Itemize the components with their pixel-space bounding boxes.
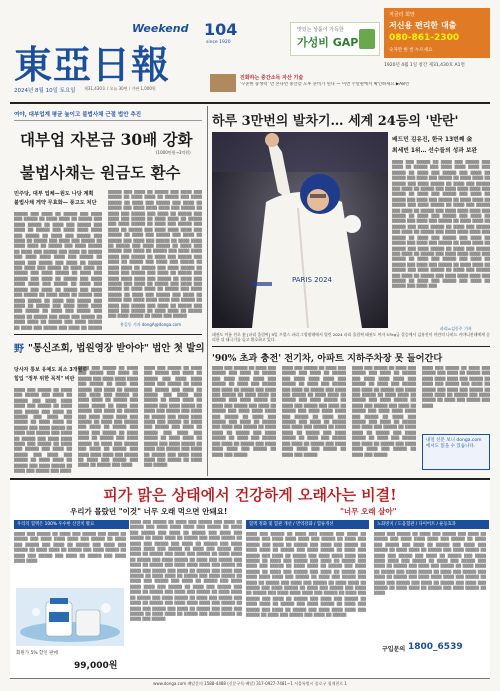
main-byline: 파리=김동주 기자	[440, 326, 472, 331]
anniversary-number: 104	[204, 20, 238, 39]
main-body: ▒▒▒▒ ▒▒▒ ▒▒▒▒▒ ▒▒ ▒▒▒▒ ▒▒▒ ▒▒▒▒▒ ▒▒▒ ▒▒▒▒ ▒▒ ▒▒▒▒▒ ▒▒▒ ▒▒▒▒ ▒▒▒▒ ▒▒▒▒ ▒▒▒ ▒▒▒▒▒ ▒▒ ▒▒▒▒ ▒▒▒ ▒▒▒▒▒ ▒▒▒ ▒▒▒▒ ▒▒ ▒▒▒▒▒ ▒▒▒ ▒▒▒▒ ▒▒▒ ▒▒▒▒▒ ▒▒ ▒▒▒▒ ▒▒▒▒ ▒▒ ▒▒▒▒▒ ▒▒▒ ▒▒▒▒ ▒▒▒▒▒ ▒▒ ▒▒▒▒ ▒▒▒ ▒▒▒▒▒ ▒▒▒ ▒▒▒▒ ▒▒ ▒▒▒▒▒ ▒▒▒ ▒▒▒▒ ▒▒▒▒ ▒▒▒▒ ▒▒▒ ▒▒▒▒▒ ▒▒ ▒▒▒▒ ▒▒▒ ▒▒▒▒▒ ▒▒▒ ▒▒▒▒ ▒▒ ▒▒▒▒▒ ▒▒▒ ▒▒▒▒ ▒▒▒ ▒▒▒▒▒ ▒▒ ▒▒▒▒ ▒▒▒▒ ▒▒ ▒▒▒▒▒ ▒▒▒ ▒▒▒▒ ▒▒▒▒▒ ▒▒ ▒▒▒▒ ▒▒▒ ▒▒▒▒▒ ▒▒▒ ▒▒▒▒ ▒▒ ▒▒▒▒▒ ▒▒▒ ▒▒▒▒ ▒▒▒▒ ▒▒▒▒ ▒▒▒ ▒▒▒▒▒ ▒▒ ▒▒▒▒ ▒▒▒ ▒▒▒▒▒ ▒▒▒ ▒▒▒▒ ▒▒ ▒▒▒▒▒ ▒▒▒ ▒▒▒▒ ▒▒▒ ▒▒▒▒▒ ▒▒ ▒▒▒▒ ▒▒▒▒ ▒▒ ▒▒▒▒▒ ▒▒▒ ▒▒▒▒ ▒▒▒▒▒ ▒▒ ▒▒▒▒ ▒▒▒ ▒▒▒▒▒ ▒▒▒ ▒▒▒▒ ▒▒ ▒▒▒▒▒ ▒▒▒ ▒▒▒▒ ▒▒▒▒ ▒▒▒▒ ▒▒▒ ▒▒▒▒▒ ▒▒ ▒▒▒▒ ▒▒▒ ▒▒▒▒▒ ▒▒▒ ▒▒▒▒ ▒▒ ▒▒▒▒▒ ▒▒▒ ▒▒▒▒ ▒▒▒ ▒▒▒▒▒ ▒▒ ▒▒▒▒ ▒▒▒▒ ▒▒ ▒▒▒▒▒ ▒▒▒ ▒▒▒▒ ▒▒▒▒▒ ▒▒ ▒▒▒▒ ▒▒▒ ▒▒▒▒▒ ▒▒▒ ▒▒▒▒ ▒▒ ▒▒▒▒▒ ▒▒▒ ▒▒▒▒ ▒▒▒▒ ▒▒▒▒ ▒▒▒ ▒▒▒▒▒ ▒▒ ▒▒▒▒ ▒▒▒ ▒▒▒▒▒ ▒▒▒ ▒▒▒▒ ▒▒ ▒▒▒▒▒ ▒▒▒ ▒▒▒▒ ▒▒▒ ▒▒▒▒▒ ▒▒ ▒▒▒▒ ▒▒▒▒ ▒▒ ▒▒▒▒▒ ▒▒▒ ▒▒▒▒ ▒▒▒▒▒ ▒▒ ▒▒▒▒ ▒▒▒ ▒▒▒▒▒ ▒▒▒ ▒▒▒▒ ▒▒ ▒▒▒▒▒ ▒▒▒ ▒▒▒▒ ▒▒▒▒ ▒▒▒▒ ▒▒▒ ▒▒▒▒▒ ▒▒ ▒▒▒▒ ▒▒▒ ▒▒▒▒▒ ▒▒▒ ▒▒▒▒ ▒▒ ▒▒▒▒▒ ▒▒▒ ▒▒▒▒ ▒▒▒	[392, 160, 490, 289]
left-deck: (1000만원→3억원)	[156, 150, 191, 155]
issue-info: 제31,430호 / 오늘 30면 / 가판 1,000원	[84, 86, 156, 91]
newspaper-logo: 東亞日報	[14, 42, 171, 87]
main-headline: 하루 3만번의 발차기… 세계 24등의 '반란'	[212, 114, 459, 129]
ad-sub-1: 우리가 몰랐던 "이것" 너무 오래 먹으면 안돼요!	[70, 507, 228, 516]
masthead-rule	[10, 102, 490, 104]
ev-headline: '90% 초과 충전' 전기차, 아파트 지하주차장 못 들어간다	[212, 353, 443, 364]
ev-body-col-1: ▒▒▒▒ ▒▒▒ ▒▒▒▒▒ ▒▒ ▒▒▒▒ ▒▒▒ ▒▒▒▒▒ ▒▒▒ ▒▒▒▒ ▒▒ ▒▒▒▒▒ ▒▒▒ ▒▒▒▒ ▒▒▒▒ ▒▒▒▒ ▒▒▒ ▒▒▒▒▒ ▒▒ ▒▒▒▒ ▒▒▒ ▒▒▒▒▒ ▒▒▒ ▒▒▒▒ ▒▒ ▒▒▒▒▒ ▒▒▒ ▒▒▒▒ ▒▒▒ ▒▒▒▒▒ ▒▒ ▒▒▒▒ ▒▒▒▒ ▒▒ ▒▒▒▒▒ ▒▒▒ ▒▒▒▒ ▒▒▒▒▒ ▒▒ ▒▒▒▒ ▒▒▒ ▒▒▒▒▒ ▒▒▒ ▒▒▒▒ ▒▒ ▒▒▒▒▒ ▒▒▒ ▒▒▒▒ ▒▒▒▒ ▒▒▒▒ ▒▒▒ ▒▒▒▒▒ ▒▒ ▒▒▒▒ ▒▒▒ ▒▒▒▒▒ ▒▒▒ ▒▒▒▒ ▒▒ ▒▒▒▒▒ ▒▒▒ ▒▒▒▒ ▒▒▒ ▒▒▒▒▒ ▒▒ ▒▒▒▒ ▒▒▒▒ ▒▒ ▒▒▒▒▒ ▒▒▒ ▒▒▒▒ ▒▒▒▒▒ ▒▒ ▒▒▒▒ ▒▒▒ ▒▒▒▒▒ ▒▒▒ ▒▒▒▒ ▒▒ ▒▒▒▒▒ ▒▒▒ ▒▒▒▒ ▒▒▒▒ ▒▒▒▒ ▒▒▒ ▒▒▒▒▒ ▒▒ ▒▒▒▒ ▒▒▒ ▒▒▒▒▒	[212, 366, 276, 457]
left-body-col-2: ▒▒▒▒▒ ▒▒▒ ▒▒▒▒ ▒▒ ▒▒▒▒▒ ▒▒▒ ▒▒▒▒ ▒▒▒ ▒▒▒▒▒ ▒▒ ▒▒▒▒ ▒▒▒▒ ▒▒ ▒▒▒▒▒ ▒▒▒ ▒▒▒▒ ▒▒▒▒▒ ▒▒ ▒▒▒▒ ▒▒▒ ▒▒▒▒▒ ▒▒▒ ▒▒▒▒ ▒▒ ▒▒▒▒▒ ▒▒▒ ▒▒▒▒ ▒▒▒▒ ▒▒▒▒ ▒▒▒ ▒▒▒▒▒ ▒▒ ▒▒▒▒ ▒▒▒ ▒▒▒▒▒ ▒▒▒ ▒▒▒▒ ▒▒ ▒▒▒▒▒ ▒▒▒ ▒▒▒▒ ▒▒▒ ▒▒▒▒▒ ▒▒ ▒▒▒▒ ▒▒▒▒ ▒▒ ▒▒▒▒▒ ▒▒▒ ▒▒▒▒ ▒▒▒▒▒ ▒▒ ▒▒▒▒ ▒▒▒ ▒▒▒▒▒ ▒▒▒ ▒▒▒▒ ▒▒ ▒▒▒▒▒ ▒▒▒ ▒▒▒▒ ▒▒▒▒ ▒▒▒▒ ▒▒▒ ▒▒▒▒▒ ▒▒ ▒▒▒▒ ▒▒▒ ▒▒▒▒▒ ▒▒▒ ▒▒▒▒ ▒▒ ▒▒▒▒▒ ▒▒▒ ▒▒▒▒ ▒▒▒ ▒▒▒▒▒ ▒▒ ▒▒▒▒ ▒▒▒▒ ▒▒ ▒▒▒▒▒ ▒▒▒ ▒▒▒▒ ▒▒▒▒▒ ▒▒ ▒▒▒▒ ▒▒▒ ▒▒▒▒▒ ▒▒▒ ▒▒▒▒ ▒▒ ▒▒▒▒▒ ▒▒▒ ▒▒▒▒ ▒▒▒▒ ▒▒▒▒ ▒▒▒ ▒▒▒▒▒ ▒▒ ▒▒▒▒ ▒▒▒ ▒▒▒▒▒ ▒▒▒ ▒▒▒▒ ▒▒ ▒▒▒▒▒ ▒▒▒ ▒▒▒▒ ▒▒▒ ▒▒▒▒▒ ▒▒ ▒▒▒▒ ▒▒▒▒ ▒▒ ▒▒▒▒▒ ▒▒▒ ▒▒▒▒ ▒▒▒▒▒ ▒▒ ▒▒▒▒ ▒▒▒ ▒▒▒▒▒ ▒▒▒ ▒▒▒▒ ▒▒ ▒▒▒▒▒ ▒▒▒ ▒▒▒▒ ▒▒▒▒ ▒▒▒▒ ▒▒▒ ▒▒▒▒▒ ▒▒ ▒▒▒▒ ▒▒▒ ▒▒▒▒▒ ▒▒▒ ▒▒▒▒ ▒▒ ▒▒▒▒▒ ▒▒▒ ▒▒▒▒ ▒▒▒ ▒▒▒▒▒ ▒▒ ▒▒▒▒ ▒▒▒▒ ▒▒ ▒▒▒▒▒ ▒▒▒ ▒▒▒▒ ▒▒▒▒▒ ▒▒ ▒▒▒▒ ▒▒▒ ▒▒▒▒▒ ▒▒▒ ▒▒▒▒ ▒▒ ▒▒▒▒▒ ▒▒▒ ▒▒▒▒ ▒▒▒▒ ▒▒▒▒ ▒▒▒ ▒▒▒▒▒ ▒▒ ▒▒▒▒ ▒▒▒ ▒▒▒▒▒ ▒▒▒ ▒▒▒▒ ▒▒ ▒▒▒▒▒ ▒▒▒ ▒▒▒▒ ▒▒▒ ▒▒▒▒▒ ▒▒ ▒▒▒▒ ▒▒▒▒ ▒▒ ▒▒▒▒▒ ▒▒▒ ▒▒▒▒ ▒▒▒▒▒ ▒▒ ▒▒▒▒ ▒▒▒ ▒▒▒▒▒	[108, 190, 202, 319]
main-photo	[212, 132, 388, 328]
ad-loan[interactable]	[384, 8, 490, 58]
main-side-sub-2: 최세빈 1위… 선수들의 성과 보완	[392, 148, 478, 154]
taekwondo-photo	[212, 132, 388, 328]
ad-loan-title: 저신용 편리한 대출	[389, 21, 457, 30]
ad-col-2-title: 혈액 정화 및 혈관 개선 / 면역강화 / 혈류개선	[246, 520, 369, 529]
left-kicker: 여야, 대부업계 평균 높이고 불법사채 근절 법안 추진	[14, 112, 142, 118]
left-headline-2: 불법사채는 원금도 환수	[20, 163, 181, 182]
ev-promo-box[interactable]	[422, 434, 490, 470]
second-body-col-3: ▒▒▒▒ ▒▒▒ ▒▒▒▒▒ ▒▒ ▒▒▒▒ ▒▒▒ ▒▒▒▒▒ ▒▒▒ ▒▒▒▒ ▒▒ ▒▒▒▒▒ ▒▒▒ ▒▒▒▒ ▒▒▒▒ ▒▒▒▒ ▒▒▒ ▒▒▒▒▒ ▒▒ ▒▒▒▒ ▒▒▒ ▒▒▒▒▒ ▒▒▒ ▒▒▒▒ ▒▒ ▒▒▒▒▒ ▒▒▒ ▒▒▒▒ ▒▒▒ ▒▒▒▒▒ ▒▒ ▒▒▒▒ ▒▒▒▒ ▒▒ ▒▒▒▒▒ ▒▒▒ ▒▒▒▒ ▒▒▒▒▒ ▒▒ ▒▒▒▒ ▒▒▒ ▒▒▒▒▒ ▒▒▒ ▒▒▒▒ ▒▒ ▒▒▒▒▒ ▒▒▒ ▒▒▒▒ ▒▒▒▒ ▒▒▒▒ ▒▒▒ ▒▒▒▒▒ ▒▒ ▒▒▒▒ ▒▒▒ ▒▒▒▒▒ ▒▒▒ ▒▒▒▒ ▒▒ ▒▒▒▒▒ ▒▒▒ ▒▒▒▒ ▒▒▒ ▒▒▒▒▒ ▒▒ ▒▒▒▒ ▒▒▒▒ ▒▒ ▒▒▒▒▒ ▒▒▒ ▒▒▒▒ ▒▒▒▒▒ ▒▒ ▒▒▒▒ ▒▒▒ ▒▒▒▒▒ ▒▒▒ ▒▒▒▒ ▒▒ ▒▒▒▒▒ ▒▒▒ ▒▒▒▒ ▒▒▒▒ ▒▒▒▒ ▒▒▒ ▒▒▒▒▒ ▒▒ ▒▒▒▒ ▒▒▒ ▒▒▒▒▒	[144, 366, 202, 468]
divider	[212, 346, 490, 347]
water-splash-icon	[16, 588, 124, 646]
ad-loan-pre: 저금리 희망	[389, 12, 415, 18]
issue-date: 2024년 8월 10일 토요일	[14, 88, 76, 94]
left-sub-2: 불법사채 게약 무효화— 풍고도 처단	[14, 200, 97, 206]
price-label: 회원가 5% 할인 판매	[16, 651, 58, 656]
masthead	[14, 20, 189, 100]
bottom-ad[interactable]	[10, 478, 490, 678]
main-side-sub-1: 배드민 김유진, 한국 13번째 金	[392, 137, 473, 143]
ad-loan-phone: 080-861-2300	[389, 33, 460, 43]
ev-body-col-3: ▒▒▒▒ ▒▒▒ ▒▒▒▒▒ ▒▒ ▒▒▒▒ ▒▒▒ ▒▒▒▒▒ ▒▒▒ ▒▒▒▒ ▒▒ ▒▒▒▒▒ ▒▒▒ ▒▒▒▒ ▒▒▒▒ ▒▒▒▒ ▒▒▒ ▒▒▒▒▒ ▒▒ ▒▒▒▒ ▒▒▒ ▒▒▒▒▒ ▒▒▒ ▒▒▒▒ ▒▒ ▒▒▒▒▒ ▒▒▒ ▒▒▒▒ ▒▒▒ ▒▒▒▒▒ ▒▒ ▒▒▒▒ ▒▒▒▒ ▒▒ ▒▒▒▒▒ ▒▒▒ ▒▒▒▒ ▒▒▒▒▒ ▒▒ ▒▒▒▒ ▒▒▒ ▒▒▒▒▒ ▒▒▒ ▒▒▒▒ ▒▒ ▒▒▒▒▒ ▒▒▒ ▒▒▒▒ ▒▒▒▒ ▒▒▒▒ ▒▒▒ ▒▒▒▒▒ ▒▒ ▒▒▒▒ ▒▒▒ ▒▒▒▒▒ ▒▒▒ ▒▒▒▒ ▒▒ ▒▒▒▒▒ ▒▒▒ ▒▒▒▒ ▒▒▒ ▒▒▒▒▒ ▒▒ ▒▒▒▒ ▒▒▒▒ ▒▒ ▒▒▒▒▒ ▒▒▒ ▒▒▒▒ ▒▒▒▒▒ ▒▒ ▒▒▒▒ ▒▒▒ ▒▒▒▒▒ ▒▒▒ ▒▒▒▒ ▒▒ ▒▒▒▒▒ ▒▒▒ ▒▒▒▒ ▒▒▒▒ ▒▒▒▒ ▒▒▒ ▒▒▒▒▒ ▒▒ ▒▒▒▒ ▒▒▒ ▒▒▒▒▒	[352, 366, 416, 457]
footer-info: www.donga.com 배달문의 1588-4488 (신문구독·배달) 317-0927-7481~1 서울특별시 종로구 청계천로 1	[153, 681, 347, 686]
ad-loan-sub: 숫자만 한 번 누르세요	[389, 48, 433, 53]
ev-body-col-2: ▒▒▒▒ ▒▒▒ ▒▒▒▒▒ ▒▒ ▒▒▒▒ ▒▒▒ ▒▒▒▒▒ ▒▒▒ ▒▒▒▒ ▒▒ ▒▒▒▒▒ ▒▒▒ ▒▒▒▒ ▒▒▒▒ ▒▒▒▒ ▒▒▒ ▒▒▒▒▒ ▒▒ ▒▒▒▒ ▒▒▒ ▒▒▒▒▒ ▒▒▒ ▒▒▒▒ ▒▒ ▒▒▒▒▒ ▒▒▒ ▒▒▒▒ ▒▒▒ ▒▒▒▒▒ ▒▒ ▒▒▒▒ ▒▒▒▒ ▒▒ ▒▒▒▒▒ ▒▒▒ ▒▒▒▒ ▒▒▒▒▒ ▒▒ ▒▒▒▒ ▒▒▒ ▒▒▒▒▒ ▒▒▒ ▒▒▒▒ ▒▒ ▒▒▒▒▒ ▒▒▒ ▒▒▒▒ ▒▒▒▒ ▒▒▒▒ ▒▒▒ ▒▒▒▒▒ ▒▒ ▒▒▒▒ ▒▒▒ ▒▒▒▒▒ ▒▒▒ ▒▒▒▒ ▒▒ ▒▒▒▒▒ ▒▒▒ ▒▒▒▒ ▒▒▒ ▒▒▒▒▒ ▒▒ ▒▒▒▒ ▒▒▒▒ ▒▒ ▒▒▒▒▒ ▒▒▒ ▒▒▒▒ ▒▒▒▒▒ ▒▒ ▒▒▒▒ ▒▒▒ ▒▒▒▒▒ ▒▒▒ ▒▒▒▒ ▒▒ ▒▒▒▒▒ ▒▒▒ ▒▒▒▒ ▒▒▒▒ ▒▒▒▒ ▒▒▒ ▒▒▒▒▒ ▒▒ ▒▒▒▒ ▒▒▒ ▒▒▒▒▒	[282, 366, 346, 457]
ev-body-col-4: ▒▒▒▒ ▒▒▒ ▒▒▒▒▒ ▒▒ ▒▒▒▒ ▒▒▒ ▒▒▒▒▒ ▒▒▒ ▒▒▒▒ ▒▒ ▒▒▒▒▒ ▒▒▒ ▒▒▒▒ ▒▒▒▒ ▒▒▒▒ ▒▒▒ ▒▒▒▒▒ ▒▒ ▒▒▒▒ ▒▒▒ ▒▒▒▒▒ ▒▒▒ ▒▒▒▒ ▒▒ ▒▒▒▒▒ ▒▒▒ ▒▒▒▒ ▒▒▒ ▒▒▒▒▒ ▒▒ ▒▒▒▒ ▒▒▒▒ ▒▒ ▒▒▒▒▒ ▒▒▒ ▒▒▒▒ ▒▒▒▒▒ ▒▒ ▒▒▒▒ ▒▒▒ ▒▒▒▒▒ ▒▒▒ ▒▒▒▒	[422, 366, 490, 408]
divider	[14, 120, 202, 121]
teaser-thumbnail	[210, 74, 236, 92]
product-image	[16, 588, 124, 646]
second-story-header	[14, 338, 205, 358]
second-sub: 당사자 통보 유예도 최소 3개월로	[14, 367, 88, 373]
weekend-label: Weekend	[132, 22, 189, 35]
edition-info: 1920년 4월 1일 창간 제31,430호 A1면	[384, 63, 465, 68]
phone-number[interactable]: 1800_6539	[408, 642, 463, 652]
anniversary-badge	[204, 20, 240, 50]
since-label: since 1920	[206, 40, 231, 45]
ad-body-1: ▒▒▒▒ ▒▒▒ ▒▒▒▒▒ ▒▒ ▒▒▒▒ ▒▒▒ ▒▒▒▒▒ ▒▒▒ ▒▒▒▒ ▒▒ ▒▒▒▒▒ ▒▒▒ ▒▒▒▒ ▒▒▒▒ ▒▒▒▒ ▒▒▒ ▒▒▒▒▒ ▒▒ ▒▒▒▒ ▒▒▒ ▒▒▒▒▒ ▒▒▒ ▒▒▒▒ ▒▒ ▒▒▒▒▒ ▒▒▒ ▒▒▒▒ ▒▒▒ ▒▒▒▒▒ ▒▒ ▒▒▒▒ ▒▒▒▒ ▒▒ ▒▒▒▒▒ ▒▒▒ ▒▒▒▒ ▒▒▒▒▒ ▒▒ ▒▒▒▒ ▒▒▒ ▒▒▒▒▒ ▒▒▒ ▒▒▒▒ ▒▒ ▒▒▒▒▒ ▒▒▒ ▒▒▒▒ ▒▒▒▒ ▒▒▒▒	[14, 532, 126, 564]
left-story	[14, 110, 202, 182]
divider	[10, 678, 490, 679]
phone-label: 구입문의	[382, 646, 406, 653]
left-sub-1: 민주당, 대부 업체—원도 나당 계획	[14, 191, 94, 197]
price-value: 99,000원	[74, 661, 118, 671]
second-sub-2: 힘입 "정부 위한 목적" 비판	[14, 376, 75, 382]
teaser-strip[interactable]	[210, 74, 490, 94]
svg-text:PARIS 2024: PARIS 2024	[292, 276, 332, 284]
ad-gap-title: 가성비 GAP	[297, 36, 359, 49]
second-kicker: 野	[14, 344, 24, 355]
ad-gap[interactable]	[290, 22, 380, 56]
ad-sub-2: "너무 오래 살아"	[340, 507, 397, 516]
second-body-col-1: ▒▒▒▒ ▒▒▒ ▒▒▒▒▒ ▒▒ ▒▒▒▒ ▒▒▒ ▒▒▒▒▒ ▒▒▒ ▒▒▒▒ ▒▒ ▒▒▒▒▒ ▒▒▒ ▒▒▒▒ ▒▒▒▒ ▒▒▒▒ ▒▒▒ ▒▒▒▒▒ ▒▒ ▒▒▒▒ ▒▒▒ ▒▒▒▒▒ ▒▒▒ ▒▒▒▒ ▒▒ ▒▒▒▒▒ ▒▒▒ ▒▒▒▒ ▒▒▒ ▒▒▒▒▒ ▒▒ ▒▒▒▒ ▒▒▒▒ ▒▒ ▒▒▒▒▒ ▒▒▒ ▒▒▒▒ ▒▒▒▒▒ ▒▒ ▒▒▒▒ ▒▒▒ ▒▒▒▒▒ ▒▒▒ ▒▒▒▒ ▒▒ ▒▒▒▒▒ ▒▒▒ ▒▒▒▒ ▒▒▒▒ ▒▒▒▒ ▒▒▒ ▒▒▒▒▒ ▒▒ ▒▒▒▒ ▒▒▒ ▒▒▒▒▒ ▒▒▒ ▒▒▒▒ ▒▒ ▒▒▒▒▒ ▒▒▒ ▒▒▒▒ ▒▒▒ ▒▒▒▒▒ ▒▒ ▒▒▒▒ ▒▒▒▒ ▒▒ ▒▒▒▒▒ ▒▒▒ ▒▒▒▒ ▒▒▒▒▒ ▒▒ ▒▒▒▒ ▒▒▒ ▒▒▒▒▒ ▒▒▒ ▒▒▒▒	[14, 388, 72, 474]
ad-headline: 피가 맑은 상태에서 건강하게 오래사는 비결!	[103, 486, 397, 504]
ev-promo-text: 내일 신문 보니 donga.com 에서도 읽을 수 있습니다.	[426, 438, 482, 449]
divider	[14, 334, 202, 335]
teaser-kicker: 진화하는 중간소득 자산 기술	[240, 75, 304, 81]
column-divider	[207, 106, 208, 476]
left-headline-1: 대부업 자본금 30배 강화	[20, 130, 193, 149]
left-body-col-1: ▒▒▒▒▒ ▒▒▒ ▒▒▒▒ ▒▒ ▒▒▒▒▒ ▒▒▒ ▒▒▒▒ ▒▒▒ ▒▒▒▒▒ ▒▒ ▒▒▒▒ ▒▒▒▒ ▒▒ ▒▒▒▒▒ ▒▒▒ ▒▒▒▒ ▒▒▒▒▒ ▒▒ ▒▒▒▒ ▒▒▒ ▒▒▒▒▒ ▒▒▒ ▒▒▒▒ ▒▒ ▒▒▒▒▒ ▒▒▒ ▒▒▒▒ ▒▒▒▒ ▒▒▒▒ ▒▒▒ ▒▒▒▒▒ ▒▒ ▒▒▒▒ ▒▒▒ ▒▒▒▒▒ ▒▒▒ ▒▒▒▒ ▒▒ ▒▒▒▒▒ ▒▒▒ ▒▒▒▒ ▒▒▒ ▒▒▒▒▒ ▒▒ ▒▒▒▒ ▒▒▒▒ ▒▒ ▒▒▒▒▒ ▒▒▒ ▒▒▒▒ ▒▒▒▒▒ ▒▒ ▒▒▒▒ ▒▒▒ ▒▒▒▒▒ ▒▒▒ ▒▒▒▒ ▒▒ ▒▒▒▒▒ ▒▒▒ ▒▒▒▒ ▒▒▒▒ ▒▒▒▒ ▒▒▒ ▒▒▒▒▒ ▒▒ ▒▒▒▒ ▒▒▒ ▒▒▒▒▒ ▒▒▒ ▒▒▒▒ ▒▒ ▒▒▒▒▒ ▒▒▒ ▒▒▒▒ ▒▒▒ ▒▒▒▒▒ ▒▒ ▒▒▒▒ ▒▒▒▒ ▒▒ ▒▒▒▒▒ ▒▒▒ ▒▒▒▒ ▒▒▒▒▒ ▒▒ ▒▒▒▒ ▒▒▒ ▒▒▒▒▒ ▒▒▒ ▒▒▒▒ ▒▒ ▒▒▒▒▒ ▒▒▒ ▒▒▒▒ ▒▒▒▒ ▒▒▒▒ ▒▒▒ ▒▒▒▒▒ ▒▒ ▒▒▒▒ ▒▒▒ ▒▒▒▒▒ ▒▒▒ ▒▒▒▒ ▒▒ ▒▒▒▒▒ ▒▒▒ ▒▒▒▒ ▒▒▒ ▒▒▒▒▒ ▒▒ ▒▒▒▒ ▒▒▒▒ ▒▒ ▒▒▒▒▒ ▒▒▒ ▒▒▒▒ ▒▒▒▒▒ ▒▒ ▒▒▒▒ ▒▒▒ ▒▒▒▒▒ ▒▒▒ ▒▒▒▒ ▒▒ ▒▒▒▒▒ ▒▒▒ ▒▒▒▒ ▒▒▒▒ ▒▒▒▒ ▒▒▒ ▒▒▒▒▒ ▒▒ ▒▒▒▒ ▒▒▒ ▒▒▒▒▒ ▒▒▒ ▒▒▒▒ ▒▒ ▒▒▒▒▒ ▒▒▒ ▒▒▒▒ ▒▒▒ ▒▒▒▒▒ ▒▒ ▒▒▒▒ ▒▒▒▒ ▒▒ ▒▒▒▒▒ ▒▒▒ ▒▒▒▒ ▒▒▒▒▒ ▒▒ ▒▒▒▒ ▒▒▒ ▒▒▒▒▒ ▒▒▒ ▒▒▒▒ ▒▒ ▒▒▒▒▒	[14, 212, 102, 330]
ad-col-1-title: 우리의 혈액은 100% 우수한 산진치 활료	[14, 520, 129, 529]
ad-col-3-title: 노화방지 / 도움혈관 / 다이어트 / 운동효과	[374, 520, 489, 529]
product-box-icon	[359, 29, 375, 49]
left-byline: 홍길동 기자 dongA@donga.com	[120, 322, 181, 327]
second-headline: "통신조회, 법원영장 받아야" 법안 첫 발의	[28, 343, 205, 354]
ad-gap-pre: 맛있는 상품이 가득한	[297, 27, 344, 33]
second-body-col-2: ▒▒▒▒ ▒▒▒ ▒▒▒▒▒ ▒▒ ▒▒▒▒ ▒▒▒ ▒▒▒▒▒ ▒▒▒ ▒▒▒▒ ▒▒ ▒▒▒▒▒ ▒▒▒ ▒▒▒▒ ▒▒▒▒ ▒▒▒▒ ▒▒▒ ▒▒▒▒▒ ▒▒ ▒▒▒▒ ▒▒▒ ▒▒▒▒▒ ▒▒▒ ▒▒▒▒ ▒▒ ▒▒▒▒▒ ▒▒▒ ▒▒▒▒ ▒▒▒ ▒▒▒▒▒ ▒▒ ▒▒▒▒ ▒▒▒▒ ▒▒ ▒▒▒▒▒ ▒▒▒ ▒▒▒▒ ▒▒▒▒▒ ▒▒ ▒▒▒▒ ▒▒▒ ▒▒▒▒▒ ▒▒▒ ▒▒▒▒ ▒▒ ▒▒▒▒▒ ▒▒▒ ▒▒▒▒ ▒▒▒▒ ▒▒▒▒ ▒▒▒ ▒▒▒▒▒ ▒▒ ▒▒▒▒ ▒▒▒ ▒▒▒▒▒ ▒▒▒ ▒▒▒▒ ▒▒ ▒▒▒▒▒ ▒▒▒ ▒▒▒▒ ▒▒▒ ▒▒▒▒▒ ▒▒ ▒▒▒▒ ▒▒▒▒ ▒▒ ▒▒▒▒▒ ▒▒▒ ▒▒▒▒ ▒▒▒▒▒ ▒▒ ▒▒▒▒ ▒▒▒ ▒▒▒▒▒ ▒▒▒ ▒▒▒▒ ▒▒ ▒▒▒▒▒ ▒▒▒ ▒▒▒▒ ▒▒▒▒ ▒▒▒▒ ▒▒▒ ▒▒▒▒▒ ▒▒ ▒▒▒▒ ▒▒▒ ▒▒▒▒▒ ▒▒▒ ▒▒▒▒ ▒▒ ▒▒▒▒▒ ▒▒▒ ▒▒▒▒	[78, 366, 138, 468]
teaser-text: '꾸준한 중생력' 만 본다면 중산층 노후 준비가 된다 — 이번 주말판에서 확인하세요 ▶A8면	[240, 82, 410, 87]
ad-body-3: ▒▒▒▒ ▒▒▒ ▒▒▒▒▒ ▒▒ ▒▒▒▒ ▒▒▒ ▒▒▒▒▒ ▒▒▒ ▒▒▒▒ ▒▒ ▒▒▒▒▒ ▒▒▒ ▒▒▒▒ ▒▒▒▒ ▒▒▒▒ ▒▒▒ ▒▒▒▒▒ ▒▒ ▒▒▒▒ ▒▒▒ ▒▒▒▒▒ ▒▒▒ ▒▒▒▒ ▒▒ ▒▒▒▒▒ ▒▒▒ ▒▒▒▒ ▒▒▒ ▒▒▒▒▒ ▒▒ ▒▒▒▒ ▒▒▒▒ ▒▒ ▒▒▒▒▒ ▒▒▒ ▒▒▒▒ ▒▒▒▒▒ ▒▒ ▒▒▒▒ ▒▒▒ ▒▒▒▒▒ ▒▒▒ ▒▒▒▒ ▒▒ ▒▒▒▒▒ ▒▒▒ ▒▒▒▒ ▒▒▒▒ ▒▒▒▒ ▒▒▒ ▒▒▒▒▒ ▒▒ ▒▒▒▒ ▒▒▒ ▒▒▒▒▒ ▒▒▒ ▒▒▒▒ ▒▒ ▒▒▒▒▒ ▒▒▒ ▒▒▒▒ ▒▒▒ ▒▒▒▒▒ ▒▒ ▒▒▒▒ ▒▒▒▒ ▒▒ ▒▒▒▒▒ ▒▒▒ ▒▒▒▒ ▒▒▒▒▒ ▒▒ ▒▒▒▒ ▒▒▒ ▒▒▒▒▒ ▒▒▒ ▒▒▒▒ ▒▒ ▒▒▒▒▒ ▒▒▒ ▒▒▒▒ ▒▒▒▒ ▒▒▒▒ ▒▒▒ ▒▒▒▒▒ ▒▒ ▒▒▒▒ ▒▒▒ ▒▒▒▒▒ ▒▒▒ ▒▒▒▒ ▒▒ ▒▒▒▒▒ ▒▒▒ ▒▒▒▒ ▒▒▒ ▒▒▒▒▒ ▒▒ ▒▒▒▒ ▒▒▒▒ ▒▒ ▒▒▒▒▒ ▒▒▒ ▒▒▒▒ ▒▒▒▒▒ ▒▒ ▒▒▒▒ ▒▒▒ ▒▒▒▒▒ ▒▒▒ ▒▒▒▒ ▒▒ ▒▒▒▒▒ ▒▒▒ ▒▒▒▒ ▒▒▒▒ ▒▒▒▒ ▒▒▒ ▒▒▒▒▒ ▒▒ ▒▒▒▒ ▒▒▒ ▒▒▒▒▒ ▒▒▒ ▒▒▒▒ ▒▒ ▒▒▒▒▒ ▒▒▒ ▒▒▒▒ ▒▒▒ ▒▒▒▒▒ ▒▒ ▒▒▒▒ ▒▒▒▒ ▒▒ ▒▒▒▒▒ ▒▒▒ ▒▒▒▒ ▒▒▒▒▒ ▒▒ ▒▒▒▒ ▒▒▒ ▒▒▒▒▒ ▒▒▒ ▒▒▒▒ ▒▒ ▒▒▒▒▒ ▒▒▒ ▒▒▒▒ ▒▒▒▒ ▒▒▒▒ ▒▒▒ ▒▒▒▒▒ ▒▒ ▒▒▒▒ ▒▒▒ ▒▒▒▒▒ ▒▒▒ ▒▒▒▒ ▒▒ ▒▒▒▒▒	[246, 532, 366, 618]
photo-caption: 태권도 이름 천초 金 [파리 올림픽] 9일 프랑스 파리 그랑팔레에서 열린 2024 파리 올림픽 태권도 여자 57kg급 결승에서 김유진이 이란의 나히드 키야니찬데에게 승리한 뒤 태극기를 들고 환호하고 있다.	[212, 332, 490, 342]
ad-body-2: ▒▒▒▒ ▒▒▒ ▒▒▒▒▒ ▒▒ ▒▒▒▒ ▒▒▒ ▒▒▒▒▒ ▒▒▒ ▒▒▒▒ ▒▒ ▒▒▒▒▒ ▒▒▒ ▒▒▒▒ ▒▒▒▒ ▒▒▒▒ ▒▒▒ ▒▒▒▒▒ ▒▒ ▒▒▒▒ ▒▒▒ ▒▒▒▒▒ ▒▒▒ ▒▒▒▒ ▒▒ ▒▒▒▒▒ ▒▒▒ ▒▒▒▒ ▒▒▒ ▒▒▒▒▒ ▒▒ ▒▒▒▒ ▒▒▒▒ ▒▒ ▒▒▒▒▒ ▒▒▒ ▒▒▒▒ ▒▒▒▒▒ ▒▒ ▒▒▒▒ ▒▒▒ ▒▒▒▒▒ ▒▒▒ ▒▒▒▒ ▒▒ ▒▒▒▒▒ ▒▒▒ ▒▒▒▒ ▒▒▒▒ ▒▒▒▒ ▒▒▒ ▒▒▒▒▒ ▒▒ ▒▒▒▒ ▒▒▒ ▒▒▒▒▒ ▒▒▒ ▒▒▒▒ ▒▒ ▒▒▒▒▒ ▒▒▒ ▒▒▒▒ ▒▒▒ ▒▒▒▒▒ ▒▒ ▒▒▒▒ ▒▒▒▒ ▒▒ ▒▒▒▒▒ ▒▒▒ ▒▒▒▒ ▒▒▒▒▒ ▒▒ ▒▒▒▒ ▒▒▒ ▒▒▒▒▒ ▒▒▒ ▒▒▒▒ ▒▒ ▒▒▒▒▒ ▒▒▒ ▒▒▒▒ ▒▒▒▒ ▒▒▒▒ ▒▒▒ ▒▒▒▒▒ ▒▒ ▒▒▒▒ ▒▒▒ ▒▒▒▒▒ ▒▒▒ ▒▒▒▒ ▒▒ ▒▒▒▒▒ ▒▒▒ ▒▒▒▒ ▒▒▒ ▒▒▒▒▒ ▒▒ ▒▒▒▒ ▒▒▒▒ ▒▒ ▒▒▒▒▒ ▒▒▒ ▒▒▒▒ ▒▒▒▒▒ ▒▒ ▒▒▒▒ ▒▒▒ ▒▒▒▒▒ ▒▒▒ ▒▒▒▒ ▒▒ ▒▒▒▒▒ ▒▒▒ ▒▒▒▒ ▒▒▒▒ ▒▒▒▒ ▒▒▒ ▒▒▒▒▒ ▒▒ ▒▒▒▒ ▒▒▒ ▒▒▒▒▒ ▒▒▒ ▒▒▒▒ ▒▒ ▒▒▒▒▒ ▒▒▒ ▒▒▒▒ ▒▒▒ ▒▒▒▒▒ ▒▒ ▒▒▒▒ ▒▒▒▒ ▒▒ ▒▒▒▒▒ ▒▒▒ ▒▒▒▒ ▒▒▒▒▒ ▒▒ ▒▒▒▒ ▒▒▒ ▒▒▒▒▒ ▒▒▒ ▒▒▒▒ ▒▒ ▒▒▒▒▒ ▒▒▒ ▒▒▒▒ ▒▒▒▒ ▒▒▒▒ ▒▒▒ ▒▒▒▒▒ ▒▒ ▒▒▒▒ ▒▒▒ ▒▒▒▒▒ ▒▒▒ ▒▒▒▒ ▒▒ ▒▒▒▒▒ ▒▒▒ ▒▒▒▒ ▒▒▒ ▒▒▒▒▒ ▒▒ ▒▒▒▒ ▒▒▒▒ ▒▒ ▒▒▒▒▒ ▒▒▒ ▒▒▒▒ ▒▒▒▒▒ ▒▒ ▒▒▒▒ ▒▒▒ ▒▒▒▒▒	[130, 520, 242, 622]
ad-body-4: ▒▒▒▒ ▒▒▒ ▒▒▒▒▒ ▒▒ ▒▒▒▒ ▒▒▒ ▒▒▒▒▒ ▒▒▒ ▒▒▒▒ ▒▒ ▒▒▒▒▒ ▒▒▒ ▒▒▒▒ ▒▒▒▒ ▒▒▒▒ ▒▒▒ ▒▒▒▒▒ ▒▒ ▒▒▒▒ ▒▒▒ ▒▒▒▒▒ ▒▒▒ ▒▒▒▒ ▒▒ ▒▒▒▒▒ ▒▒▒ ▒▒▒▒ ▒▒▒ ▒▒▒▒▒ ▒▒ ▒▒▒▒ ▒▒▒▒ ▒▒ ▒▒▒▒▒ ▒▒▒ ▒▒▒▒ ▒▒▒▒▒ ▒▒ ▒▒▒▒ ▒▒▒ ▒▒▒▒▒ ▒▒▒ ▒▒▒▒ ▒▒ ▒▒▒▒▒ ▒▒▒ ▒▒▒▒ ▒▒▒▒ ▒▒▒▒ ▒▒▒ ▒▒▒▒▒ ▒▒ ▒▒▒▒ ▒▒▒ ▒▒▒▒▒ ▒▒▒ ▒▒▒▒ ▒▒ ▒▒▒▒▒ ▒▒▒ ▒▒▒▒ ▒▒▒ ▒▒▒▒▒ ▒▒ ▒▒▒▒ ▒▒▒▒ ▒▒ ▒▒▒▒▒ ▒▒▒ ▒▒▒▒ ▒▒▒▒▒ ▒▒ ▒▒▒▒ ▒▒▒ ▒▒▒▒▒ ▒▒▒ ▒▒▒▒ ▒▒ ▒▒▒▒▒ ▒▒▒ ▒▒▒▒ ▒▒▒▒ ▒▒▒▒ ▒▒▒ ▒▒▒▒▒ ▒▒ ▒▒▒▒ ▒▒▒ ▒▒▒▒▒ ▒▒▒ ▒▒▒▒ ▒▒ ▒▒▒▒▒ ▒▒▒ ▒▒▒▒ ▒▒▒ ▒▒▒▒▒ ▒▒ ▒▒▒▒ ▒▒▒▒ ▒▒ ▒▒▒▒▒ ▒▒▒ ▒▒▒▒ ▒▒▒▒▒ ▒▒ ▒▒▒▒	[374, 532, 486, 596]
